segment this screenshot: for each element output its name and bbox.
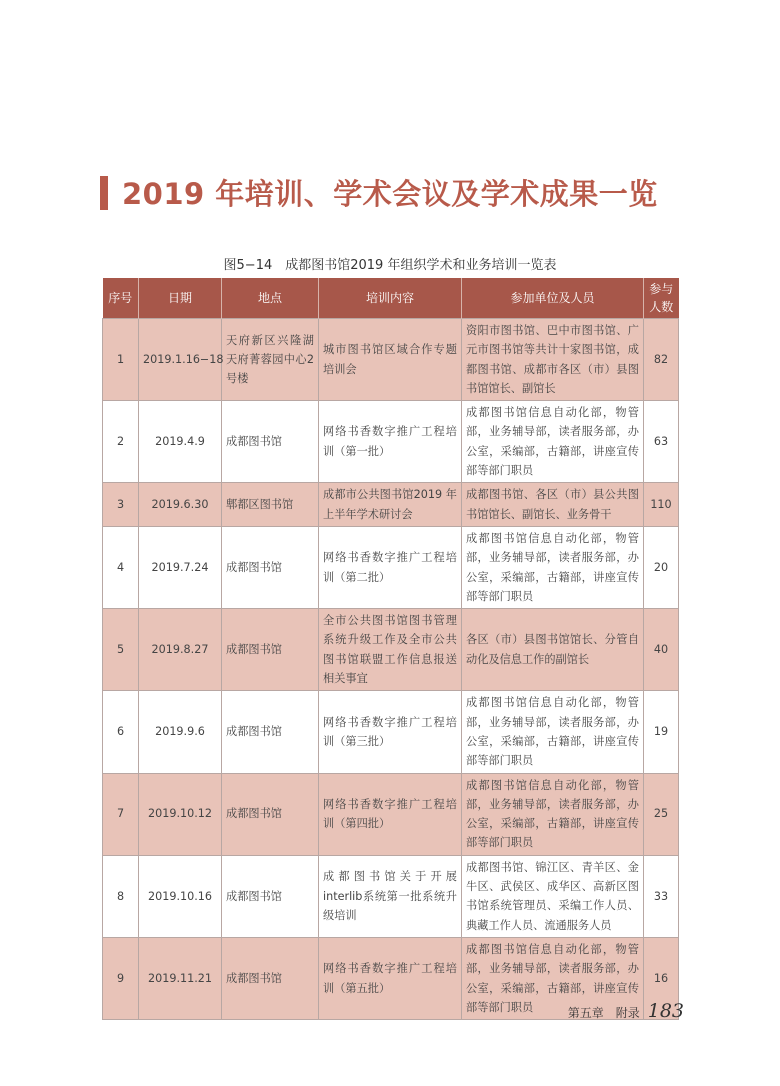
cell-no: 3 [103, 483, 139, 527]
cell-content: 网络书香数字推广工程培训（第五批） [319, 937, 462, 1019]
cell-no: 9 [103, 937, 139, 1019]
header-count: 参与人数 [644, 278, 679, 319]
cell-count: 25 [644, 773, 679, 855]
table-row [103, 483, 679, 527]
table-row [103, 401, 679, 483]
table-header-row [103, 278, 679, 319]
header-date: 日期 [139, 278, 222, 319]
cell-no: 6 [103, 691, 139, 773]
table-row [103, 691, 679, 773]
section-heading [100, 172, 658, 213]
cell-no: 7 [103, 773, 139, 855]
cell-units: 成都图书馆信息自动化部，物管部，业务辅导部，读者服务部，办公室，采编部，古籍部，讲座宣传部等部门职员 [462, 773, 644, 855]
cell-count: 82 [644, 319, 679, 401]
cell-date: 2019.7.24 [139, 526, 222, 608]
cell-date: 2019.8.27 [139, 609, 222, 691]
cell-no: 2 [103, 401, 139, 483]
table-row [103, 773, 679, 855]
cell-units: 成都图书馆、锦江区、青羊区、金牛区、武侯区、成华区、高新区图书馆系统管理员、采编工作人员、典藏工作人员、流通服务人员 [462, 855, 644, 937]
cell-date: 2019.11.21 [139, 937, 222, 1019]
cell-content: 成都市公共图书馆2019 年上半年学术研讨会 [319, 483, 462, 527]
cell-no: 1 [103, 319, 139, 401]
cell-date: 2019.9.6 [139, 691, 222, 773]
cell-count: 110 [644, 483, 679, 527]
cell-date: 2019.1.16−18 [139, 319, 222, 401]
cell-date: 2019.4.9 [139, 401, 222, 483]
cell-count: 16 [644, 937, 679, 1019]
section-title: 2019 年培训、学术会议及学术成果一览 [122, 177, 658, 211]
cell-count: 20 [644, 526, 679, 608]
table-caption: 图5−14 成都图书馆2019 年组织学术和业务培训一览表 [223, 258, 557, 273]
cell-content: 城市图书馆区域合作专题培训会 [319, 319, 462, 401]
cell-date: 2019.6.30 [139, 483, 222, 527]
cell-place: 成都图书馆 [222, 691, 319, 773]
header-no: 序号 [103, 278, 139, 319]
training-table [102, 278, 679, 1020]
cell-units: 成都图书馆信息自动化部，物管部，业务辅导部，读者服务部，办公室，采编部，古籍部，讲座宣传部等部门职员 [462, 401, 644, 483]
table-row [103, 609, 679, 691]
cell-place: 成都图书馆 [222, 937, 319, 1019]
cell-units: 成都图书馆信息自动化部，物管部，业务辅导部，读者服务部，办公室，采编部，古籍部，讲座宣传部等部门职员 [462, 526, 644, 608]
cell-no: 4 [103, 526, 139, 608]
cell-content: 网络书香数字推广工程培训（第四批） [319, 773, 462, 855]
cell-units: 成都图书馆、各区（市）县公共图书馆馆长、副馆长、业务骨干 [462, 483, 644, 527]
cell-no: 5 [103, 609, 139, 691]
cell-content: 成都图书馆关于开展interlib系统第一批系统升级培训 [319, 855, 462, 937]
cell-units: 各区（市）县图书馆馆长、分管自动化及信息工作的副馆长 [462, 609, 644, 691]
cell-content: 网络书香数字推广工程培训（第三批） [319, 691, 462, 773]
page-number: 183 [647, 1000, 684, 1022]
chapter-label: 第五章 附录 [567, 1006, 640, 1020]
cell-place: 成都图书馆 [222, 401, 319, 483]
cell-no: 8 [103, 855, 139, 937]
header-place: 地点 [222, 278, 319, 319]
cell-units: 成都图书馆信息自动化部，物管部，业务辅导部，读者服务部，办公室，采编部，古籍部，讲座宣传部等部门职员 [462, 937, 644, 1019]
header-content: 培训内容 [319, 278, 462, 319]
cell-units: 成都图书馆信息自动化部，物管部，业务辅导部，读者服务部，办公室，采编部，古籍部，讲座宣传部等部门职员 [462, 691, 644, 773]
cell-place: 成都图书馆 [222, 773, 319, 855]
heading-accent-bar [100, 176, 108, 210]
cell-content: 全市公共图书馆图书管理系统升级工作及全市公共图书馆联盟工作信息报送相关事宜 [319, 609, 462, 691]
cell-date: 2019.10.12 [139, 773, 222, 855]
cell-place: 成都图书馆 [222, 855, 319, 937]
cell-place: 天府新区兴隆湖天府菁蓉园中心2号楼 [222, 319, 319, 401]
cell-count: 63 [644, 401, 679, 483]
table-row [103, 526, 679, 608]
table-row [103, 319, 679, 401]
cell-content: 网络书香数字推广工程培训（第二批） [319, 526, 462, 608]
page-footer [568, 1000, 684, 1022]
cell-count: 33 [644, 855, 679, 937]
cell-place: 郫都区图书馆 [222, 483, 319, 527]
header-units: 参加单位及人员 [462, 278, 644, 319]
table-row [103, 855, 679, 937]
cell-place: 成都图书馆 [222, 609, 319, 691]
cell-content: 网络书香数字推广工程培训（第一批） [319, 401, 462, 483]
cell-units: 资阳市图书馆、巴中市图书馆、广元市图书馆等共计十家图书馆，成都图书馆、成都市各区（市）县图书馆馆长、副馆长 [462, 319, 644, 401]
cell-count: 19 [644, 691, 679, 773]
cell-date: 2019.10.16 [139, 855, 222, 937]
cell-place: 成都图书馆 [222, 526, 319, 608]
cell-count: 40 [644, 609, 679, 691]
